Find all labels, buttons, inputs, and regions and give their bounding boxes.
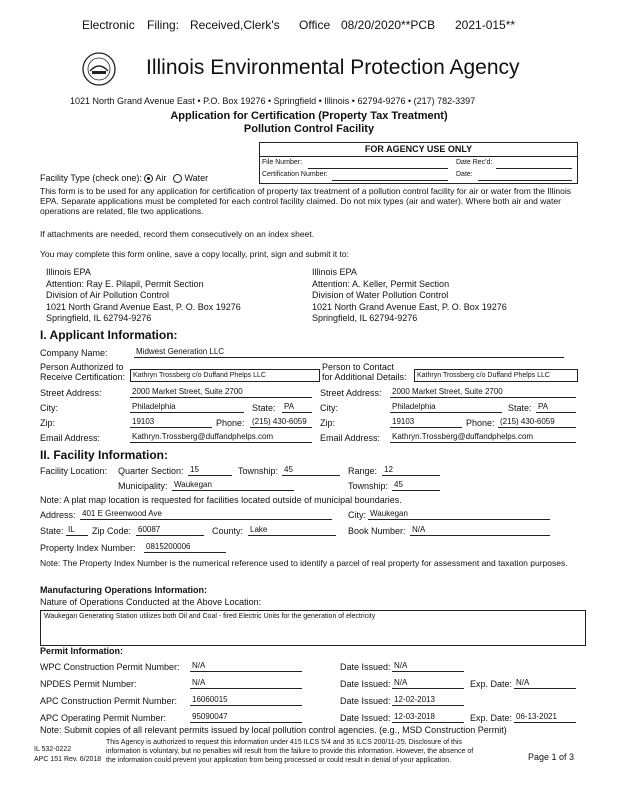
auth-label: Person Authorized to Receive Certification:	[40, 362, 126, 382]
wpc-date-label: Date Issued:	[340, 662, 391, 672]
stamp-docket: 2021-015**	[455, 18, 516, 32]
email-label: Email Address:	[40, 433, 101, 443]
zip-field[interactable]: 19103	[130, 416, 212, 428]
address-line: 1021 North Grand Avenue East, P. O. Box 19276	[312, 301, 507, 312]
contact-person-field[interactable]: Kathryn Trossberg c/o Duffand Phelps LLC	[414, 369, 578, 382]
state-label: State:	[252, 403, 276, 413]
state-label-right: State:	[508, 403, 532, 413]
cert-number-label: Certification Number:	[262, 171, 328, 178]
apc-construction-label: APC Construction Permit Number:	[40, 696, 178, 706]
facility-type-label: Facility Type (check one):	[40, 173, 142, 183]
facility-heading: II. Facility Information:	[40, 448, 169, 462]
agency-seal-icon	[82, 52, 116, 86]
apc-operating-exp-label: Exp. Date:	[470, 713, 513, 723]
wpc-label: WPC Construction Permit Number:	[40, 662, 180, 672]
water-label: Water	[184, 173, 209, 183]
municipality-field[interactable]: Waukegan	[172, 479, 294, 491]
address-line: 1021 North Grand Avenue East, P. O. Box 19276	[46, 301, 241, 312]
pin-label: Property Index Number:	[40, 543, 136, 553]
address-line: Springfield, IL 62794-9276	[312, 313, 418, 323]
street-label: Street Address:	[40, 388, 102, 398]
county-field[interactable]: Lake	[248, 524, 336, 536]
stamp-filing: Filing:	[147, 18, 180, 32]
facility-state-label: State:	[40, 526, 64, 536]
npdes-field[interactable]: N/A	[190, 677, 302, 689]
apc-construction-date-field[interactable]: 12-02-2013	[392, 694, 464, 706]
zip-field-right[interactable]: 19103	[390, 416, 462, 428]
agency-use-box	[259, 142, 578, 184]
pin-note: Note: The Property Index Number is the numerical reference used to identify a parcel of real property for assessment and taxation purposes.	[40, 558, 568, 568]
file-number-label: File Number:	[262, 159, 303, 166]
address-line: Attention: A. Keller, Permit Section	[312, 278, 450, 289]
facility-location-label: Facility Location:	[40, 466, 108, 476]
street-label-right: Street Address:	[320, 388, 382, 398]
cert-number-field	[332, 180, 448, 181]
quarter-section-field[interactable]: 15	[188, 464, 232, 476]
apc-operating-date-field[interactable]: 12-03-2018	[392, 711, 464, 723]
township2-field[interactable]: 45	[392, 479, 440, 491]
facility-address-field[interactable]: 401 E Greenwood Ave	[80, 508, 332, 520]
quarter-section-label: Quarter Section:	[118, 466, 184, 476]
wpc-field[interactable]: N/A	[190, 660, 302, 672]
page-number: Page 1 of 3	[528, 752, 575, 762]
form-number: IL 532-0222	[34, 746, 72, 753]
address-line: Division of Water Pollution Control	[312, 290, 449, 300]
agency-name: Illinois Environmental Protection Agency	[146, 56, 520, 79]
city-label: City:	[40, 403, 58, 413]
book-number-label: Book Number:	[348, 526, 406, 536]
form-title: Application for Certification (Property Tax Treatment)	[170, 110, 448, 122]
address-line: Division of Air Pollution Control	[46, 290, 170, 300]
pin-field[interactable]: 0815200006	[144, 541, 226, 553]
street-field-right[interactable]: 2000 Market Street, Suite 2700	[390, 386, 576, 398]
water-radio[interactable]	[173, 174, 182, 183]
npdes-date-field[interactable]: N/A	[392, 677, 464, 689]
nature-field[interactable]: Waukegan Generating Station utilizes both Oil and Coal - fired Electric Units for the generation of electricity	[40, 610, 586, 646]
zip-label-right: Zip:	[320, 418, 336, 428]
disclaimer-text: This Agency is authorized to request this information under 415 ILCS 5/4 and 35 ILCS 200/11-25. Disclosure of this information is voluntary, but no penalties will result from the failure to provide this information. However, the absence of the information could prevent your application from being processed or could result in denial of your application.	[106, 739, 474, 764]
phone-label-right: Phone:	[466, 418, 495, 428]
facility-type	[40, 173, 208, 183]
apc-construction-field[interactable]: 16060015	[190, 694, 302, 706]
date-recd-label: Date Rec'd:	[456, 159, 493, 166]
address-line: Illinois EPA	[312, 267, 357, 277]
mfg-heading: Manufacturing Operations Information:	[40, 585, 208, 595]
permit-heading: Permit Information:	[40, 646, 124, 656]
wpc-date-field[interactable]: N/A	[392, 660, 464, 672]
township2-label: Township:	[348, 481, 389, 491]
submit-instructions: You may complete this form online, save a copy locally, print, sign and submit it to:	[40, 249, 349, 259]
nature-label: Nature of Operations Conducted at the Above Location:	[40, 597, 262, 607]
plat-note: Note: A plat map location is requested for facilities located outside of municipal boundaries.	[40, 495, 402, 505]
intro-paragraph: This form is to be used for any application for certification of property tax treatment of a pollution control facility for air or water from the Illinois EPA. Separate applications must be completed for each control facility claimed. Do not mix types (air and water). Where both air and water operations are related, file two applications.	[40, 186, 572, 216]
address-line: Illinois EPA	[46, 267, 91, 277]
email-field[interactable]: Kathryn.Trossberg@duffandphelps.com	[130, 431, 312, 443]
water-address-block	[312, 267, 507, 325]
facility-address-label: Address:	[40, 510, 76, 520]
air-label: Air	[155, 173, 167, 183]
auth-person-field[interactable]: Kathryn Trossberg c/o Duffand Phelps LLC	[130, 369, 320, 382]
email-field-right[interactable]: Kathryn.Trossberg@duffandphelps.com	[390, 431, 576, 443]
stamp-electronic: Electronic	[82, 18, 135, 32]
applicant-heading: I. Applicant Information:	[40, 328, 178, 342]
stamp-date: 08/20/2020**PCB	[341, 18, 436, 32]
contact-label: Person to Contact for Additional Details:	[322, 362, 407, 382]
apc-operating-field[interactable]: 95090047	[190, 711, 302, 723]
phone-label: Phone:	[216, 418, 245, 428]
state-field-right[interactable]: PA	[536, 401, 576, 413]
npdes-label: NPDES Permit Number:	[40, 679, 137, 689]
city-label-right: City:	[320, 403, 338, 413]
phone-field-right[interactable]: (215) 430-6059	[498, 416, 576, 428]
zip-label: Zip:	[40, 418, 56, 428]
range-field[interactable]: 12	[382, 464, 440, 476]
attachments-note: If attachments are needed, record them consecutively on an index sheet.	[40, 229, 315, 239]
facility-city-field[interactable]: Waukegan	[368, 508, 550, 520]
address-line: Springfield, IL 62794-9276	[46, 313, 152, 323]
date-field	[478, 180, 572, 181]
apc-operating-exp-field[interactable]: 06-13-2021	[514, 711, 576, 723]
date-recd-field	[496, 168, 572, 169]
city-field-right[interactable]: Philadelphia	[390, 401, 502, 413]
township-label: Township:	[238, 466, 279, 476]
company-field[interactable]: Midwest Generation LLC	[134, 346, 564, 358]
address-line: Attention: Ray E. Pilapil, Permit Section	[46, 278, 204, 289]
phone-field[interactable]: (215) 430-6059	[250, 416, 312, 428]
apc-operating-label: APC Operating Permit Number:	[40, 713, 167, 723]
file-number-field	[308, 168, 448, 169]
stamp-received: Received,Clerk's	[190, 18, 280, 32]
npdes-exp-field[interactable]: N/A	[514, 677, 576, 689]
municipality-label: Municipality:	[118, 481, 168, 491]
permit-note: Note: Submit copies of all relevant permits issued by local pollution control agencies. (e.g., MSD Construction Permit)	[40, 725, 507, 735]
company-label: Company Name:	[40, 348, 108, 358]
facility-zip-field[interactable]: 60087	[136, 524, 204, 536]
book-number-field[interactable]: N/A	[410, 524, 550, 536]
facility-zip-label: Zip Code:	[92, 526, 132, 536]
apc-construction-date-label: Date Issued:	[340, 696, 391, 706]
form-revision: APC 151 Rev. 6/2018	[34, 756, 102, 763]
range-label: Range:	[348, 466, 378, 476]
city-field[interactable]: Philadelphia	[130, 401, 244, 413]
form-subtitle: Pollution Control Facility	[243, 123, 375, 135]
state-field[interactable]: PA	[282, 401, 312, 413]
email-label-right: Email Address:	[320, 433, 381, 443]
date-label: Date:	[456, 171, 473, 178]
npdes-date-label: Date Issued:	[340, 679, 391, 689]
street-field[interactable]: 2000 Market Street, Suite 2700	[130, 386, 312, 398]
facility-state-field[interactable]: IL	[66, 524, 88, 536]
stamp-office: Office	[299, 18, 331, 32]
air-address-block	[46, 267, 241, 325]
agency-address: 1021 North Grand Avenue East • P.O. Box 19276 • Springfield • Illinois • 62794-9276 • (217) 782-3397	[70, 96, 476, 106]
county-label: County:	[212, 526, 244, 536]
apc-operating-date-label: Date Issued:	[340, 713, 391, 723]
air-radio[interactable]	[144, 174, 153, 183]
township-field[interactable]: 45	[282, 464, 340, 476]
npdes-exp-label: Exp. Date:	[470, 679, 513, 689]
agency-use-title: FOR AGENCY USE ONLY	[364, 144, 473, 154]
facility-city-label: City:	[348, 510, 366, 520]
